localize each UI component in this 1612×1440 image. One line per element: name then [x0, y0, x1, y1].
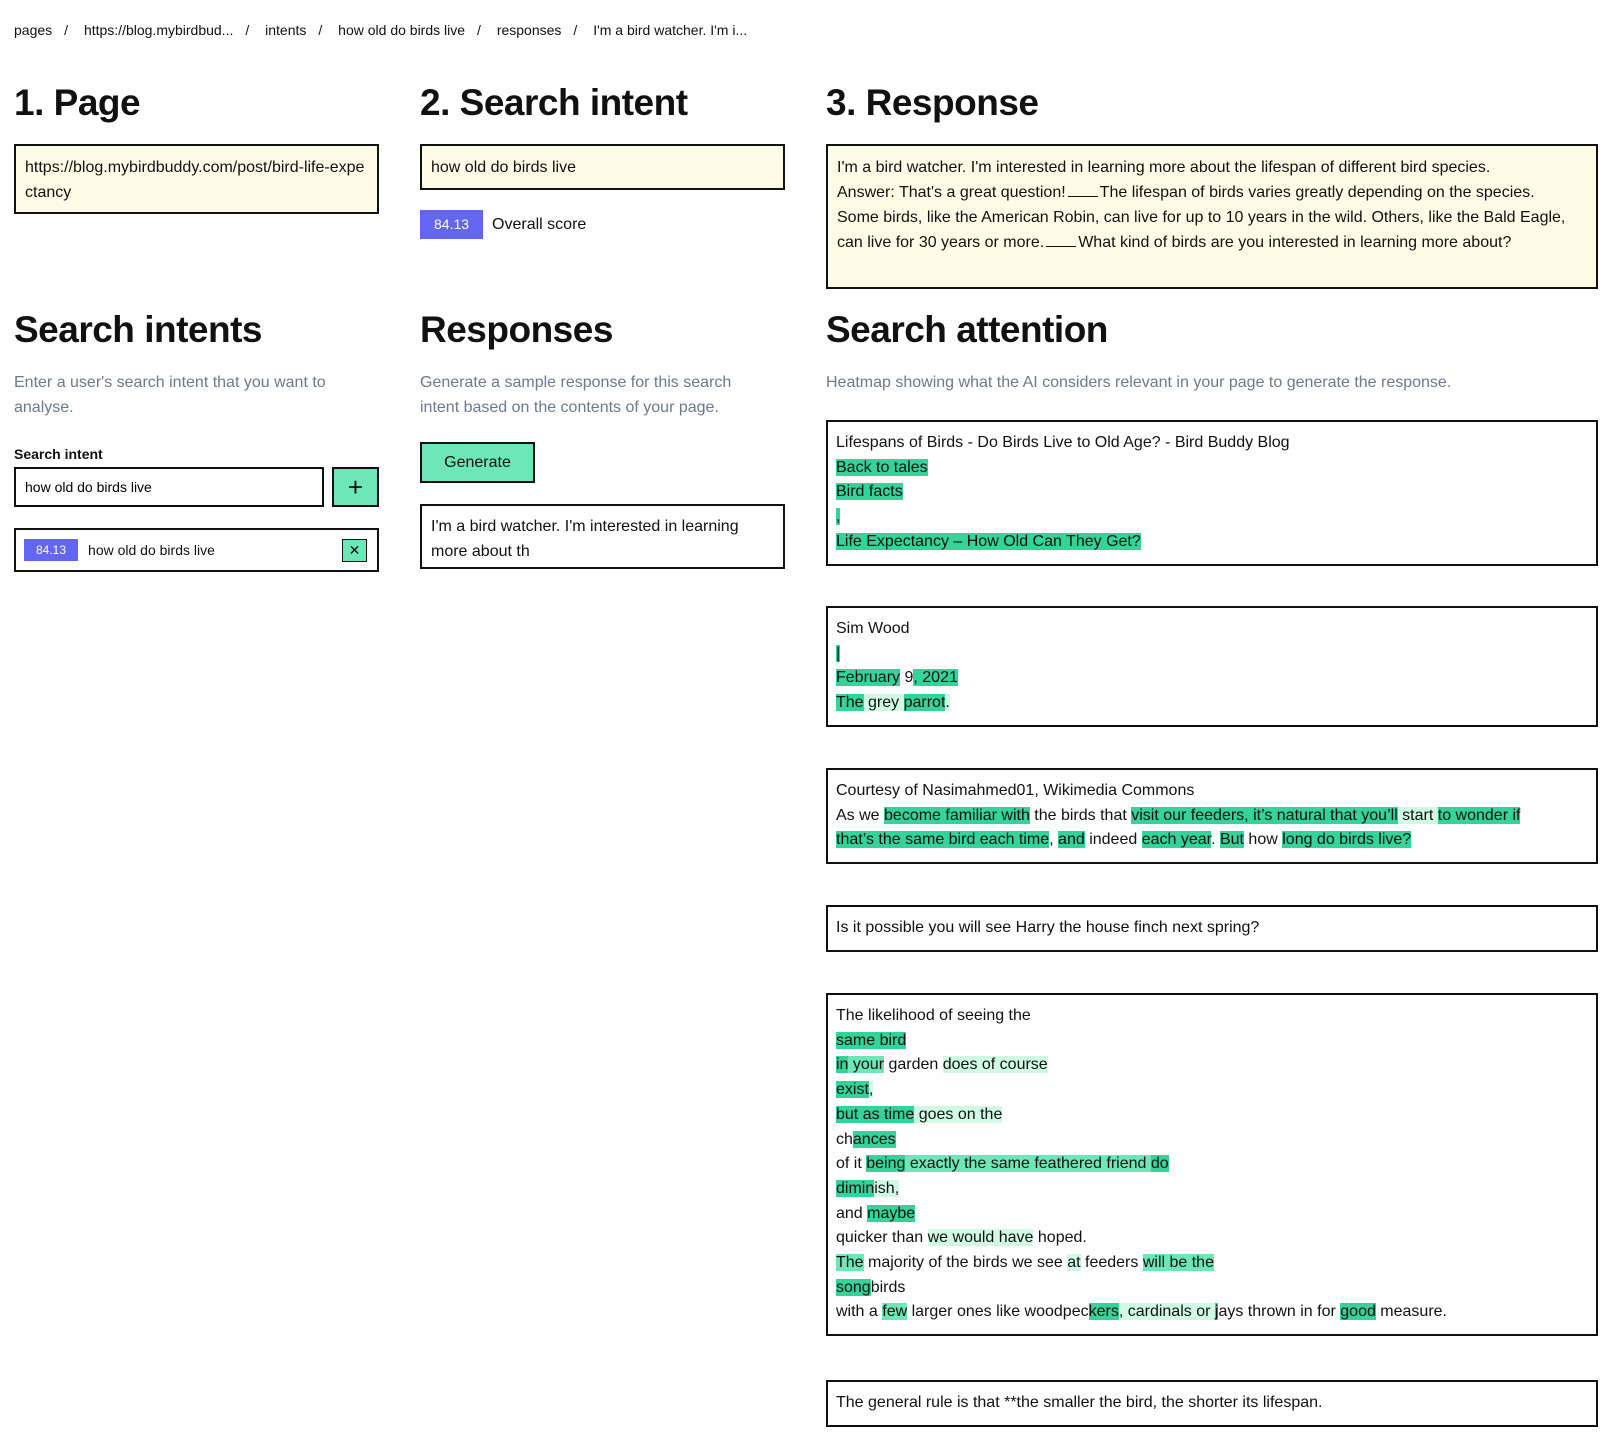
highlighted-segment: that’s the same bird each time — [836, 831, 1050, 849]
response-line — [837, 180, 1587, 205]
highlighted-segment: exist — [836, 1081, 869, 1099]
highlighted-segment: dimin — [836, 1179, 875, 1197]
attention-line — [836, 691, 1588, 716]
text-segment: , — [1049, 831, 1059, 849]
attention-block — [826, 905, 1598, 952]
highlighted-segment: do — [1150, 1155, 1169, 1173]
attention-line — [836, 1128, 1588, 1153]
page-url: https://blog.mybirdbuddy.com/post/bird-life-expectancy — [25, 159, 365, 201]
attention-line — [836, 642, 1588, 667]
breadcrumb-intent[interactable]: how old do birds live — [338, 22, 466, 38]
text-segment: hoped. — [1033, 1229, 1087, 1247]
highlighted-segment: Bird facts — [836, 483, 903, 501]
breadcrumb-separator: / — [245, 22, 250, 38]
highlighted-segment: become familiar with — [884, 806, 1030, 824]
text-segment: majority of the birds we see — [863, 1254, 1068, 1272]
text-segment: The general rule is that **the smaller the bird, the shorter its lifespan. — [836, 1394, 1323, 1411]
attention-line — [836, 804, 1588, 829]
attention-line — [836, 456, 1588, 481]
attention-line — [836, 1103, 1588, 1128]
highlighted-segment: . — [945, 694, 950, 712]
attention-line — [836, 480, 1588, 505]
search-attention-title: Search attention — [826, 309, 1108, 350]
highlighted-segment: grey — [863, 694, 904, 712]
breadcrumb-intents[interactable]: intents — [265, 22, 307, 38]
highlighted-segment: The — [836, 1254, 864, 1272]
close-icon: ✕ — [348, 542, 361, 558]
response-line-part: Answer: That's a great question! — [837, 184, 1066, 201]
breadcrumb — [14, 22, 747, 38]
highlighted-segment: The — [836, 694, 864, 712]
attention-line — [836, 505, 1588, 530]
highlighted-segment: but as time — [836, 1105, 915, 1123]
search-intents-description: Enter a user's search intent that you want to analyse. — [14, 374, 326, 416]
attention-line — [836, 1004, 1588, 1029]
attention-line — [836, 1226, 1588, 1251]
attention-line — [836, 1202, 1588, 1227]
response-line: I'm a bird watcher. I'm interested in learning more about the lifespan of different bird species. — [837, 159, 1491, 176]
attention-line — [836, 431, 1588, 456]
attention-line — [836, 828, 1588, 853]
text-segment: Lifespans of Birds - Do Birds Live to Old Age? - Bird Buddy Blog — [836, 434, 1290, 451]
intent-value-box — [420, 144, 785, 190]
overall-score-badge: 84.13 — [420, 210, 483, 239]
page-section-title: 1. Page — [14, 82, 141, 123]
search-intent-label: Search intent — [14, 446, 103, 462]
response-line — [837, 230, 1587, 255]
text-segment: ays thrown in for — [1218, 1303, 1341, 1321]
attention-line — [836, 1053, 1588, 1078]
attention-block — [826, 606, 1598, 727]
highlighted-segment: But — [1219, 831, 1244, 849]
add-intent-button[interactable] — [332, 467, 379, 507]
highlighted-segment: song — [836, 1278, 871, 1296]
highlighted-segment: ish, — [874, 1179, 900, 1197]
response-preview: I'm a bird watcher. I'm interested in learning more about th — [431, 518, 739, 560]
breadcrumb-separator: / — [477, 22, 481, 38]
highlighted-segment: February — [836, 669, 901, 687]
line-break-marker — [1046, 246, 1076, 247]
text-segment: Sim Wood — [836, 620, 910, 637]
highlighted-segment: Back to tales — [836, 458, 928, 476]
text-segment: how — [1243, 831, 1283, 849]
text-segment: As we — [836, 806, 885, 824]
highlighted-segment: your — [848, 1056, 885, 1074]
response-line-part: The lifespan of birds varies greatly depending on the species. — [1099, 184, 1535, 201]
attention-line — [836, 666, 1588, 691]
responses-description: Generate a sample response for this search intent based on the contents of your page. — [420, 374, 732, 416]
line-break-marker — [1068, 196, 1098, 197]
highlighted-segment: start — [1397, 806, 1438, 824]
highlighted-segment: , — [836, 508, 841, 526]
text-segment: measure. — [1375, 1303, 1447, 1321]
attention-line — [836, 1177, 1588, 1202]
attention-block — [826, 420, 1598, 566]
highlighted-segment: , 2021 — [913, 669, 958, 687]
attention-line — [836, 1078, 1588, 1103]
intent-value: how old do birds live — [431, 159, 576, 176]
highlighted-segment: few — [882, 1303, 908, 1321]
text-segment: the birds that — [1029, 806, 1132, 824]
highlighted-segment: in — [836, 1056, 849, 1074]
highlighted-segment: does of course — [942, 1056, 1048, 1074]
text-segment: . — [1211, 831, 1220, 849]
page-url-box — [14, 144, 379, 214]
attention-block — [826, 1380, 1598, 1427]
text-segment: with a — [836, 1303, 883, 1321]
highlighted-segment: Life Expectancy – How Old Can They Get? — [836, 532, 1141, 550]
text-segment: larger ones like woodpec — [907, 1303, 1089, 1321]
text-segment: garden — [884, 1056, 943, 1074]
highlighted-segment: each year — [1141, 831, 1212, 849]
highlighted-segment: kers — [1088, 1303, 1119, 1321]
overall-score — [420, 210, 586, 239]
text-segment: ch — [836, 1130, 853, 1148]
response-text-box — [826, 144, 1598, 289]
breadcrumb-pages[interactable]: pages — [14, 22, 53, 38]
attention-line — [836, 1300, 1588, 1325]
breadcrumb-response[interactable]: I'm a bird watcher. I'm i... — [593, 22, 748, 38]
highlighted-segment: j — [1214, 1303, 1219, 1321]
highlighted-segment: maybe — [867, 1204, 916, 1222]
highlighted-segment: same bird — [836, 1031, 907, 1049]
highlighted-segment: , cardinals or — [1118, 1303, 1215, 1321]
attention-line — [836, 916, 1588, 941]
response-line: Some birds, like the American Robin, can live for up to 10 years in the wild. Others, like the Bald Eagle, — [837, 209, 1566, 226]
breadcrumb-separator: / — [573, 22, 578, 38]
intent-score-badge: 84.13 — [24, 539, 78, 561]
text-segment: feeders — [1080, 1254, 1143, 1272]
highlighted-segment: , — [868, 1081, 874, 1099]
highlighted-segment: long do birds live? — [1282, 831, 1412, 849]
response-list-item[interactable] — [420, 504, 785, 569]
highlighted-segment: exactly the same feathered friend — [905, 1155, 1151, 1173]
highlighted-segment: we would have — [927, 1229, 1034, 1247]
highlighted-segment: ances — [852, 1130, 896, 1148]
highlighted-segment: at — [1067, 1254, 1081, 1272]
attention-line — [836, 1251, 1588, 1276]
attention-line — [836, 1029, 1588, 1054]
remove-intent-button[interactable] — [342, 539, 367, 562]
highlighted-segment: will be the — [1142, 1254, 1214, 1272]
attention-line — [836, 617, 1588, 642]
attention-line — [836, 1276, 1588, 1301]
search-intents-title: Search intents — [14, 309, 262, 350]
highlighted-segment: goes on the — [914, 1105, 1003, 1123]
highlighted-segment: | — [836, 644, 841, 662]
generate-button[interactable]: Generate — [420, 442, 535, 483]
intent-section-title: 2. Search intent — [420, 82, 688, 123]
breadcrumb-separator: / — [64, 22, 69, 38]
text-segment: The likelihood of seeing the — [836, 1007, 1031, 1024]
attention-block — [826, 993, 1598, 1336]
responses-title: Responses — [420, 309, 613, 350]
response-section-title: 3. Response — [826, 82, 1039, 123]
attention-line — [836, 779, 1588, 804]
breadcrumb-page-url[interactable]: https://blog.mybirdbud... — [83, 22, 234, 38]
attention-line — [836, 1391, 1588, 1416]
highlighted-segment: good — [1340, 1303, 1376, 1321]
highlighted-segment: visit our feeders, it’s natural that you’ll — [1131, 806, 1398, 824]
search-attention-description: Heatmap showing what the AI considers relevant in your page to generate the response. — [826, 374, 1452, 391]
attention-block — [826, 768, 1598, 864]
overall-score-label: Overall score — [492, 215, 587, 233]
highlighted-segment: being — [866, 1155, 906, 1173]
text-segment: Is it possible you will see Harry the house finch next spring? — [836, 919, 1260, 936]
text-segment: 9 — [900, 669, 914, 687]
breadcrumb-responses[interactable]: responses — [496, 22, 562, 38]
highlighted-segment: parrot — [903, 694, 946, 712]
text-segment: Courtesy of Nasimahmed01, Wikimedia Commons — [836, 782, 1195, 799]
plus-icon: + — [347, 471, 364, 502]
text-segment: and — [836, 1204, 868, 1222]
text-segment: of it — [836, 1155, 867, 1173]
search-intent-input[interactable] — [14, 467, 324, 507]
breadcrumb-separator: / — [318, 22, 323, 38]
attention-line — [836, 1152, 1588, 1177]
highlighted-segment: to wonder if — [1437, 806, 1521, 824]
text-segment: birds — [870, 1278, 906, 1296]
response-line-part: What kind of birds are you interested in learning more about? — [1078, 234, 1512, 251]
text-segment: quicker than — [836, 1229, 928, 1247]
response-line-part: can live for 30 years or more. — [837, 234, 1045, 251]
highlighted-segment: and — [1058, 831, 1085, 849]
text-segment: indeed — [1084, 831, 1142, 849]
intent-list-item[interactable] — [14, 528, 379, 572]
attention-line — [836, 530, 1588, 555]
intent-text: how old do birds live — [88, 542, 215, 558]
